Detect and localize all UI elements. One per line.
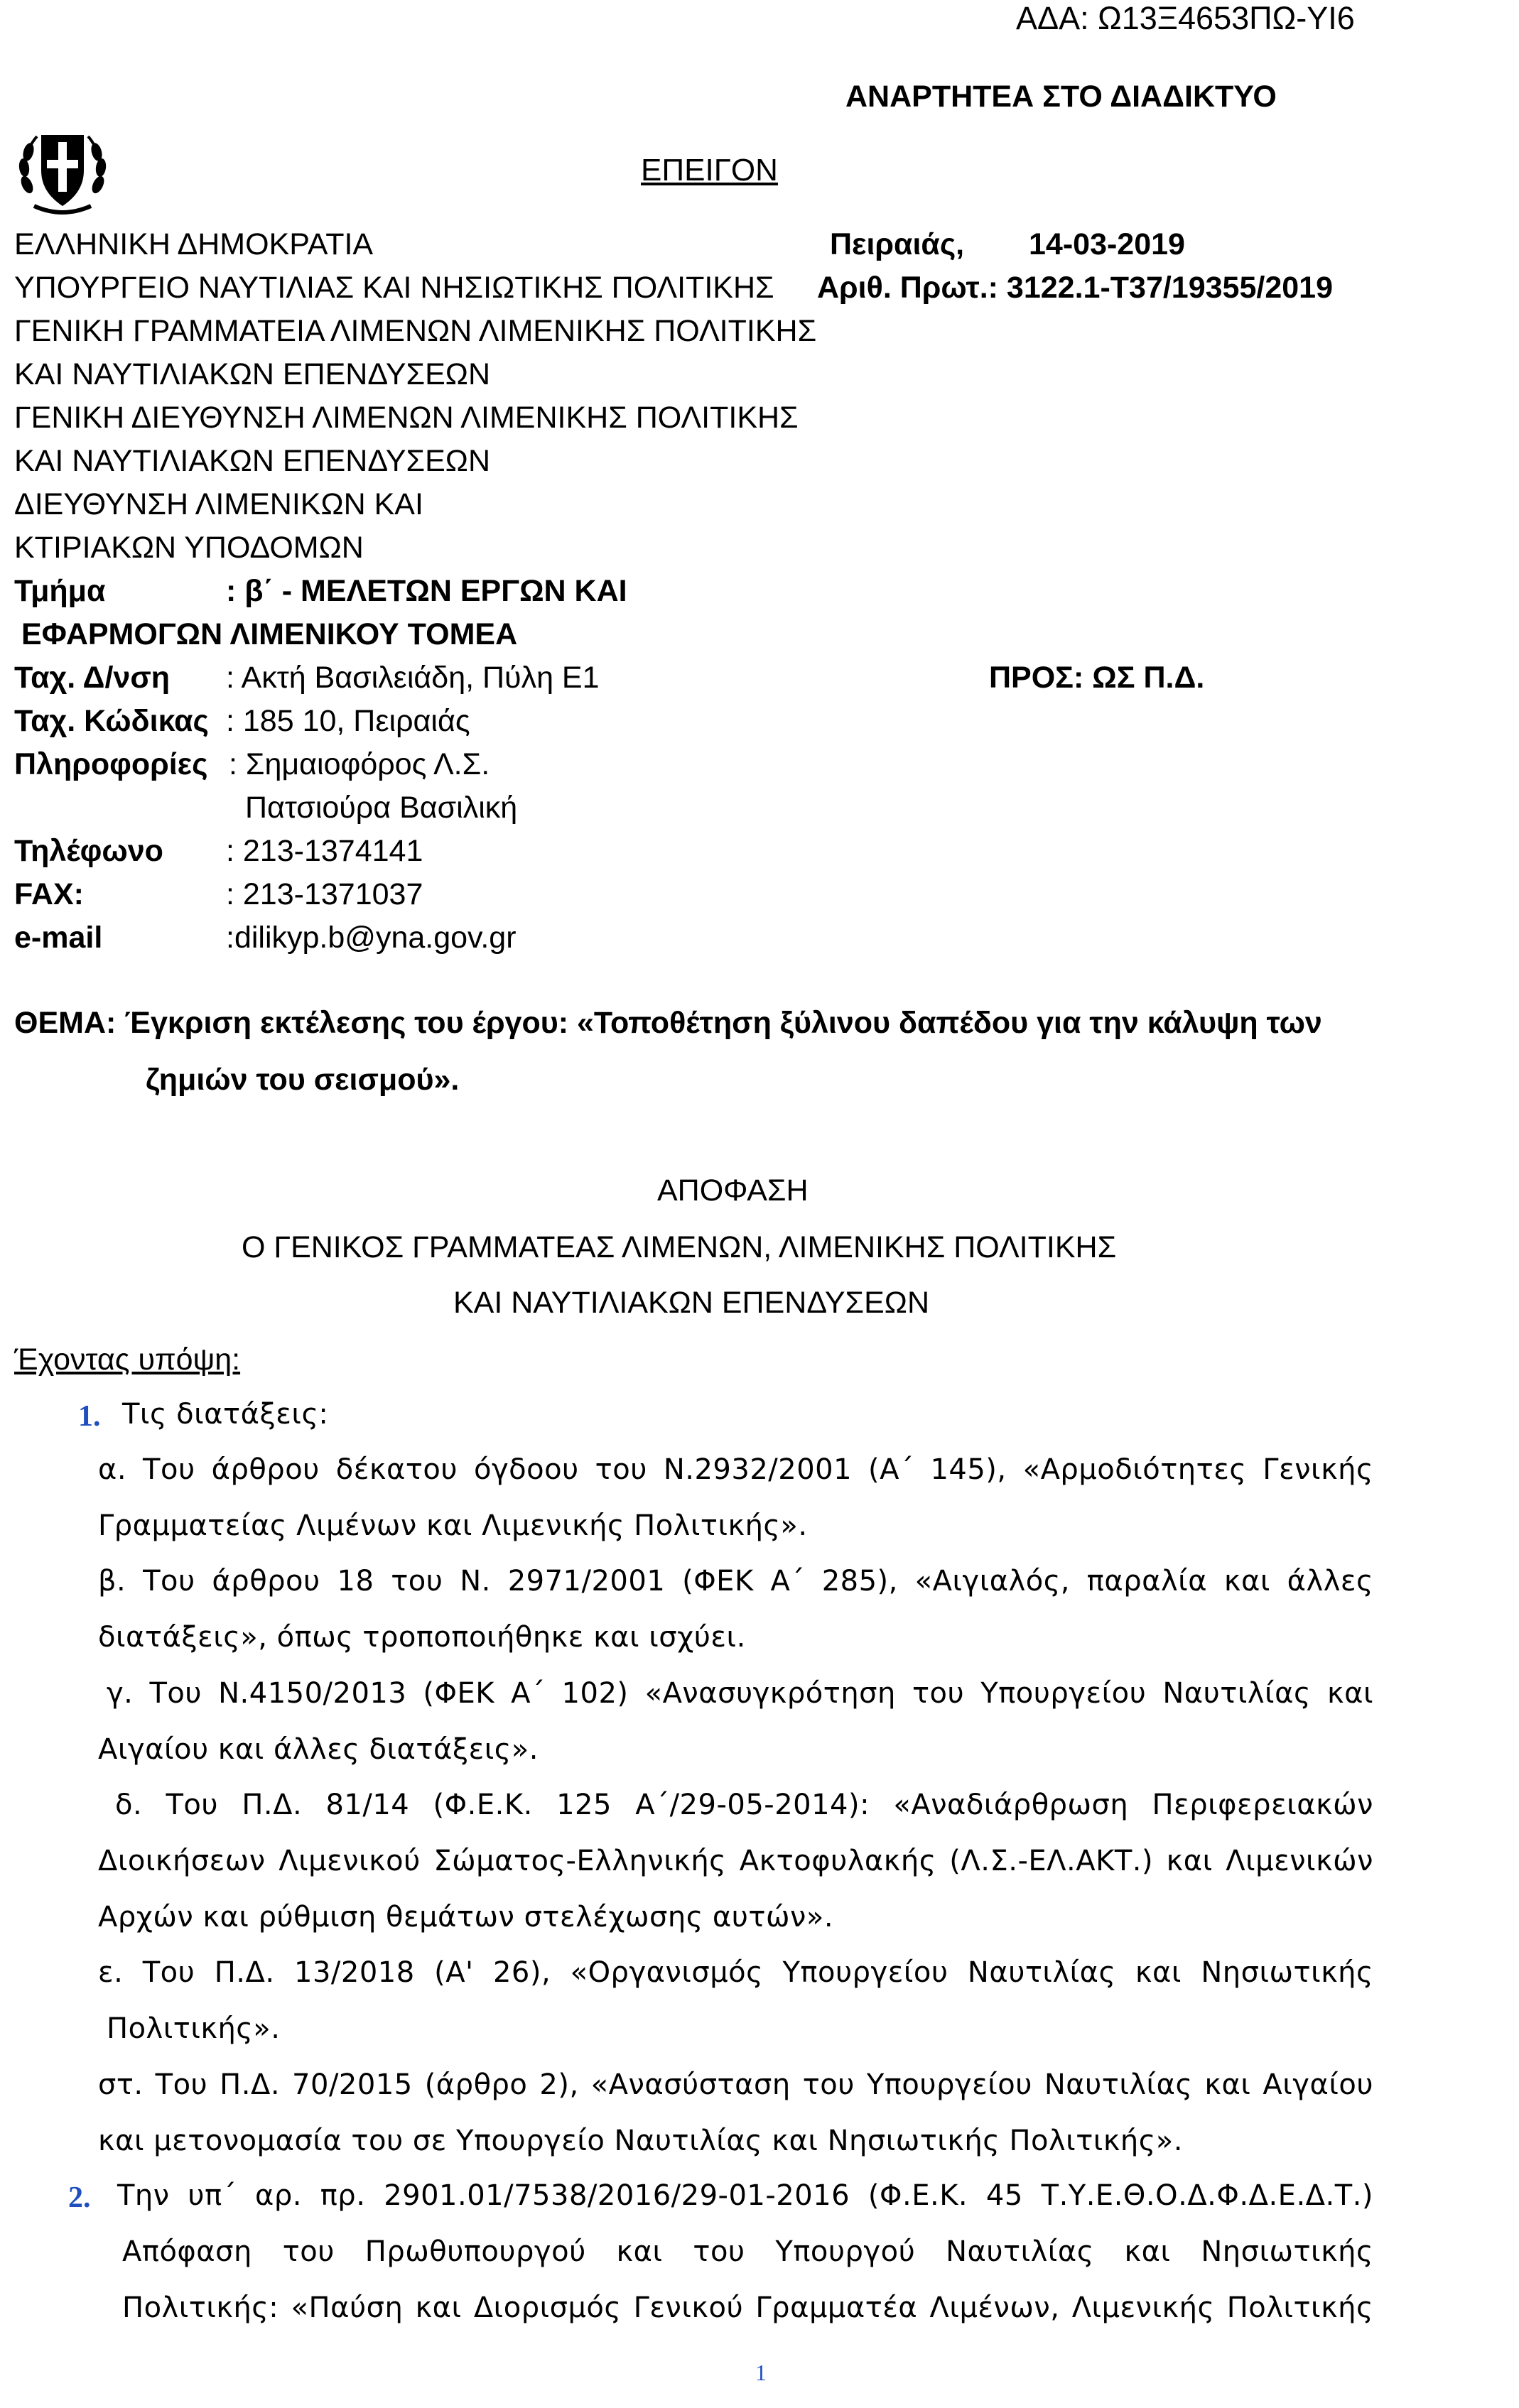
subject-line-1: ΘΕΜΑ: Έγκριση εκτέλεσης του έργου: «Τοποθέτηση ξύλινου δαπέδου για την κάλυψη των [14,1006,1322,1040]
place-label: Πειραιάς, [830,227,965,261]
provision-c-line-2: Αιγαίου και άλλες διατάξεις». [98,1733,539,1766]
email-value: :dilikyp.b@yna.gov.gr [226,921,517,955]
department-label: Τμήμα [14,574,106,608]
item-2-line-1: Την υπ΄ αρ. πρ. 2901.01/7538/2016/29-01-2016 (Φ.Ε.Κ. 45 Τ.Υ.Ε.Θ.Ο.Δ.Φ.Δ.Ε.Δ.Τ.) [117,2179,1373,2212]
address-label: Ταχ. Δ/νση [14,661,171,695]
fax-label: FAX: [14,877,84,911]
department-value: : β΄ - ΜΕΛΕΤΩΝ ΕΡΓΩΝ ΚΑΙ [226,574,627,608]
department-value-2: ΕΦΑΡΜΟΓΩΝ ΛΙΜΕΝΙΚΟΥ ΤΟΜΕΑ [21,617,518,651]
provision-a-line-1: α. Του άρθρου δέκατου όγδοου του Ν.2932/2001 (Α΄ 145), «Αρμοδιότητες Γενικής [98,1453,1373,1486]
header-line: ΚΑΙ ΝΑΥΤΙΛΙΑΚΩΝ ΕΠΕΝΔΥΣΕΩΝ [14,444,491,478]
ada-code: ΑΔΑ: Ω13Ξ4653ΠΩ-ΥΙ6 [1016,0,1355,36]
document-date: 14-03-2019 [1029,227,1185,261]
recipient-label: ΠΡΟΣ: ΩΣ Π.Δ. [989,661,1205,695]
provision-d-line-3: Αρχών και ρύθμιση θεμάτων στελέχωσης αυτών». [98,1901,834,1934]
header-line: ΚΑΙ ΝΑΥΤΙΛΙΑΚΩΝ ΕΠΕΝΔΥΣΕΩΝ [14,357,491,391]
item-text: Τις διατάξεις: [122,1398,329,1431]
item-2-line-3: Πολιτικής: «Παύση και Διορισμός Γενικού Γραμματέα Λιμένων, Λιμενικής Πολιτικής [122,2292,1373,2324]
page-number: 1 [755,2360,767,2385]
provision-b-line-1: β. Του άρθρου 18 του Ν. 2971/2001 (ΦΕΚ Α΄ 285), «Αιγιαλός, παραλία και άλλες [98,1565,1373,1598]
fax-value: : 213-1371037 [226,877,423,911]
header-line: ΕΛΛΗΝΙΚΗ ΔΗΜΟΚΡΑΤΙΑ [14,227,374,261]
provision-a-line-2: Γραμματείας Λιμένων και Λιμενικής Πολιτικής». [98,1509,808,1542]
provision-b-line-2: διατάξεις», όπως τροποποιήθηκε και ισχύει. [98,1621,746,1654]
provision-f-line-1: στ. Του Π.Δ. 70/2015 (άρθρο 2), «Ανασύσταση του Υπουργείου Ναυτιλίας και Αιγαίου [98,2068,1373,2101]
provision-d-line-2: Διοικήσεων Λιμενικού Σώματος-Ελληνικής Ακτοφυλακής (Λ.Σ.-ΕΛ.ΑΚΤ.) και Λιμενικών [98,1845,1373,1877]
decision-title: ΑΠΟΦΑΣΗ [657,1173,809,1208]
info-value: : Σημαιοφόρος Λ.Σ. [229,747,490,781]
item-number: 2. [68,2181,91,2214]
header-line: ΚΤΙΡΙΑΚΩΝ ΥΠΟΔΟΜΩΝ [14,531,364,565]
provision-c-line-1: γ. Του Ν.4150/2013 (ΦΕΚ Α΄ 102) «Ανασυγκρότηση του Υπουργείου Ναυτιλίας και [107,1677,1373,1710]
postcode-value: : 185 10, Πειραιάς [226,704,470,738]
header-line: ΔΙΕΥΘΥΝΣΗ ΛΙΜΕΝΙΚΩΝ ΚΑΙ [14,487,423,521]
signer-line-2: ΚΑΙ ΝΑΥΤΙΛΙΑΚΩΝ ΕΠΕΝΔΥΣΕΩΝ [453,1286,930,1320]
signer-line-1: Ο ΓΕΝΙΚΟΣ ΓΡΑΜΜΑΤΕΑΣ ΛΙΜΕΝΩΝ, ΛΙΜΕΝΙΚΗΣ ΠΟΛΙΤΙΚΗΣ [242,1230,1117,1264]
subject-line-2: ζημιών του σεισμού». [146,1063,460,1097]
item-number: 1. [78,1400,101,1433]
info-label: Πληροφορίες [14,747,208,781]
phone-value: : 213-1374141 [226,834,423,868]
phone-label: Τηλέφωνο [14,834,163,868]
protocol-number: Αριθ. Πρωτ.: 3122.1-Τ37/19355/2019 [817,271,1333,305]
header-line: ΓΕΝΙΚΗ ΓΡΑΜΜΑΤΕΙΑ ΛΙΜΕΝΩΝ ΛΙΜΕΝΙΚΗΣ ΠΟΛΙΤΙΚΗΣ [14,314,817,348]
item-2-line-2: Απόφαση του Πρωθυπουργού και του Υπουργού Ναυτιλίας και Νησιωτικής [122,2235,1373,2268]
provision-d-line-1: δ. Του Π.Δ. 81/14 (Φ.Ε.Κ. 125 Α΄/29-05-2014): «Αναδιάρθρωση Περιφερειακών [115,1789,1373,1821]
sender-header [14,226,816,566]
header-line: ΥΠΟΥΡΓΕΙΟ ΝΑΥΤΙΛΙΑΣ ΚΑΙ ΝΗΣΙΩΤΙΚΗΣ ΠΟΛΙΤΙΚΗΣ [14,271,774,305]
post-online-label: ΑΝΑΡΤΗΤΕΑ ΣΤΟ ΔΙΑΔΙΚΤΥΟ [845,80,1277,114]
urgent-label: ΕΠΕΙΓΟΝ [641,153,778,188]
header-line: ΓΕΝΙΚΗ ΔΙΕΥΘΥΝΣΗ ΛΙΜΕΝΩΝ ΛΙΜΕΝΙΚΗΣ ΠΟΛΙΤΙΚΗΣ [14,401,799,435]
email-label: e-mail [14,921,103,955]
provision-e-line-2: Πολιτικής». [107,2012,281,2045]
address-value: : Ακτή Βασιλειάδη, Πύλη Ε1 [226,661,600,695]
greek-coat-of-arms-icon [13,121,112,220]
info-value-2: Πατσιούρα Βασιλική [245,791,518,825]
postcode-label: Ταχ. Κώδικας [14,704,209,738]
considering-label: Έχοντας υπόψη: [14,1343,241,1377]
provision-e-line-1: ε. Του Π.Δ. 13/2018 (Α' 26), «Οργανισμός Υπουργείου Ναυτιλίας και Νησιωτικής [98,1956,1373,1989]
provision-f-line-2: και μετονομασία του σε Υπουργείο Ναυτιλίας και Νησιωτικής Πολιτικής». [98,2125,1183,2157]
